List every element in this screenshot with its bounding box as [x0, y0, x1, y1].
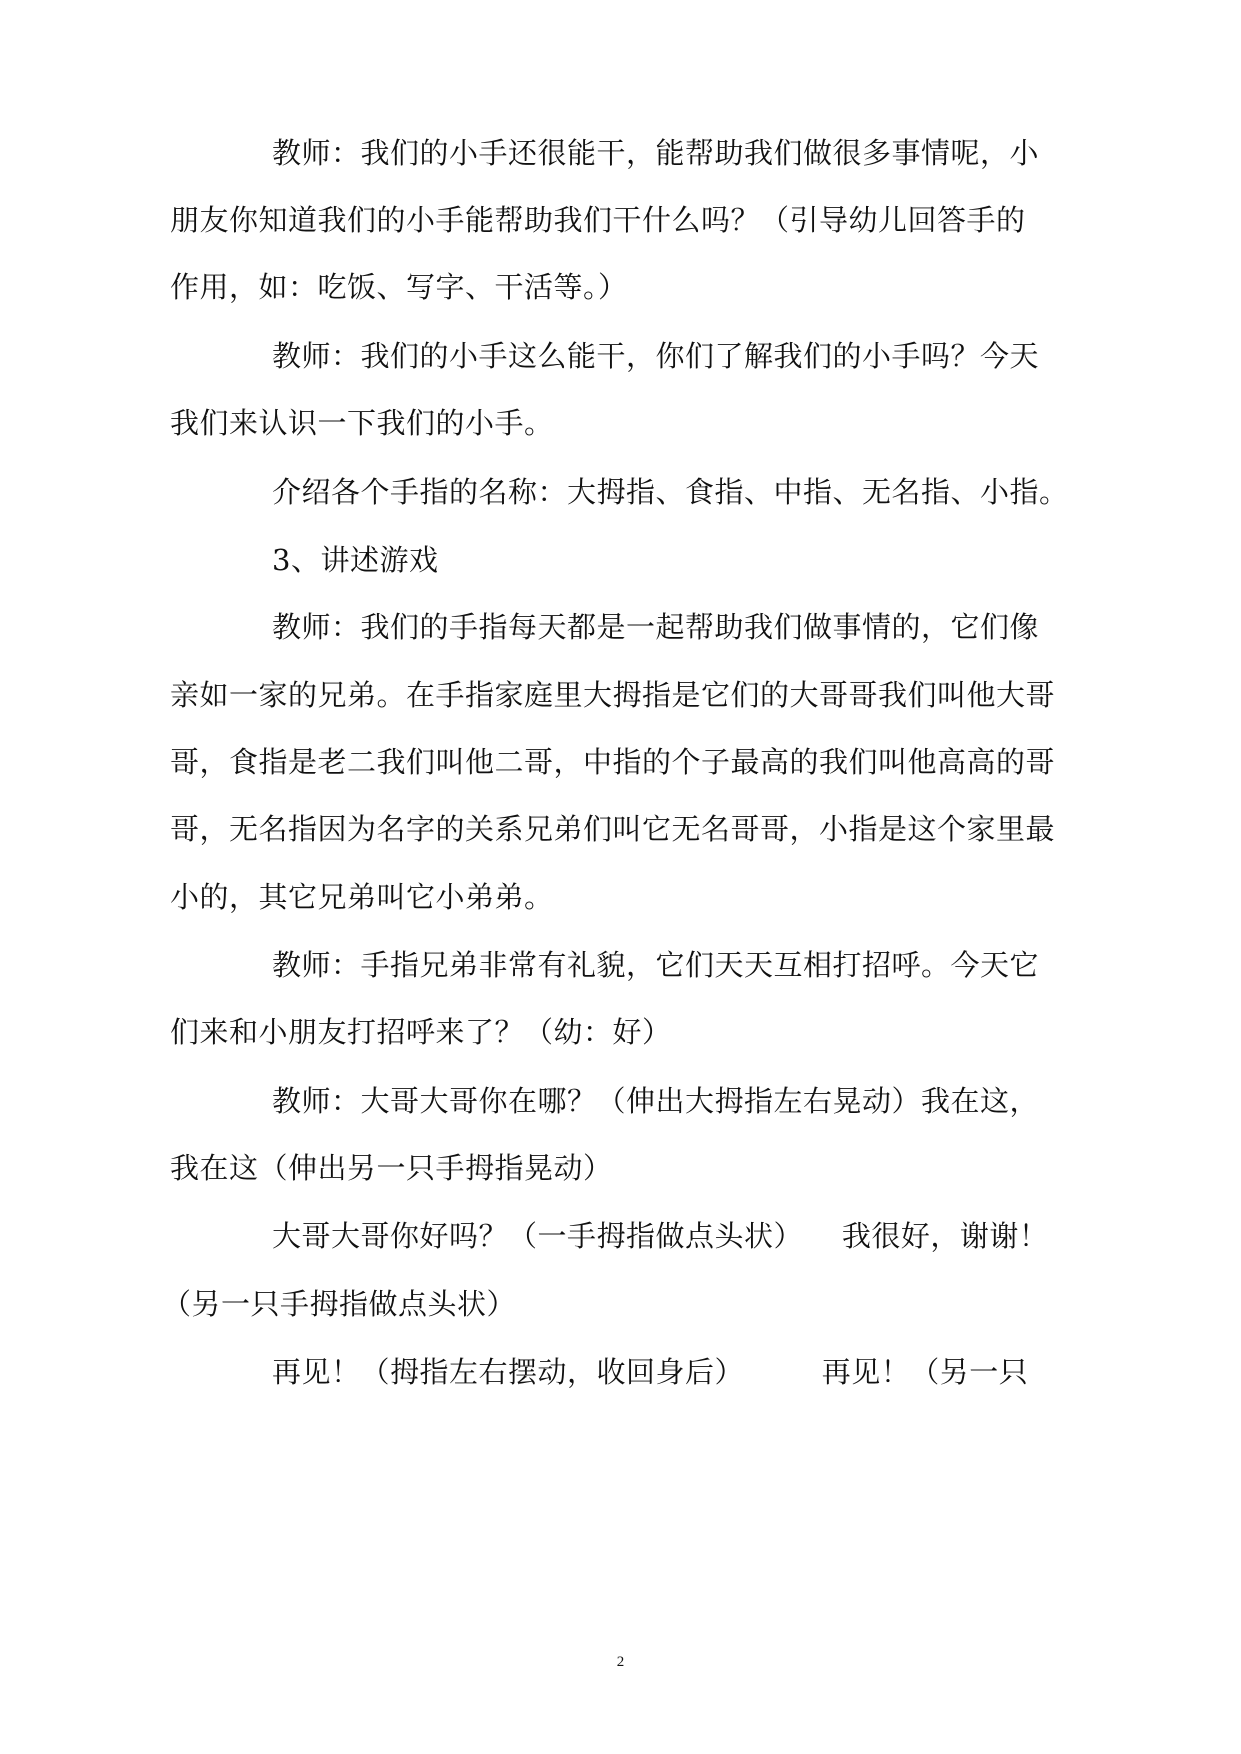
- page-number: 2: [616, 1654, 625, 1670]
- text-line: 小的，其它兄弟叫它小弟弟。: [170, 880, 554, 914]
- text-line: 哥，无名指因为名字的关系兄弟们叫它无名哥哥，小指是这个家里最: [170, 812, 1056, 846]
- text-line: 教师：我们的手指每天都是一起帮助我们做事情的，它们像: [272, 610, 1040, 644]
- text-line: 教师：我们的小手还很能干，能帮助我们做很多事情呢，小: [272, 136, 1040, 170]
- text-line: 我在这（伸出另一只手拇指晃动）: [170, 1151, 613, 1185]
- section-heading: 3、讲述游戏: [272, 543, 439, 577]
- text-line: 亲如一家的兄弟。在手指家庭里大拇指是它们的大哥哥我们叫他大哥: [170, 678, 1056, 712]
- text-line: 大哥大哥你好吗？（一手拇指做点头状） 我很好，谢谢！: [272, 1219, 1049, 1253]
- text-line: 作用，如：吃饭、写字、干活等。）: [170, 270, 628, 304]
- text-line: （另一只手拇指做点头状）: [162, 1287, 517, 1321]
- text-line: 教师：大哥大哥你在哪？（伸出大拇指左右晃动）我在这，: [272, 1084, 1040, 1118]
- text-line: 朋友你知道我们的小手能帮助我们干什么吗？（引导幼儿回答手的: [170, 203, 1026, 237]
- text-line: 哥，食指是老二我们叫他二哥，中指的个子最高的我们叫他高高的哥: [170, 745, 1056, 779]
- text-line: 教师：手指兄弟非常有礼貌，它们天天互相打招呼。今天它: [272, 948, 1040, 982]
- text-line: 我们来认识一下我们的小手。: [170, 406, 554, 440]
- text-line: 们来和小朋友打招呼来了？（幼：好）: [170, 1015, 672, 1049]
- text-line: 介绍各个手指的名称：大拇指、食指、中指、无名指、小指。: [272, 475, 1069, 509]
- text-line: 再见！（拇指左右摆动，收回身后） 再见！（另一只: [272, 1355, 1029, 1389]
- text-line: 教师：我们的小手这么能干，你们了解我们的小手吗？今天: [272, 339, 1040, 373]
